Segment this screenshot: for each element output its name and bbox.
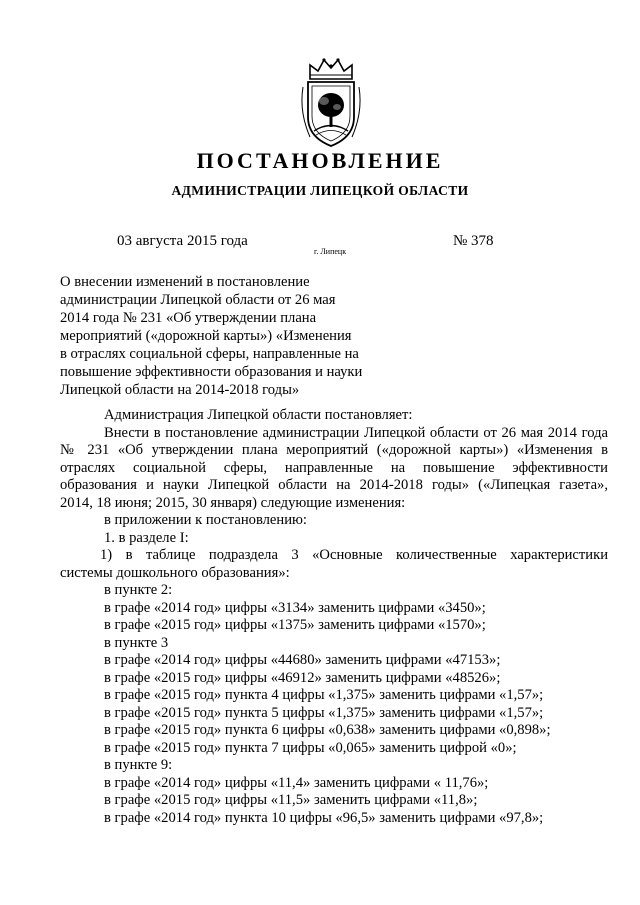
body-line: 1. в разделе I:	[104, 529, 189, 546]
body-line: в графе «2014 год» цифры «44680» заменить цифрами «47153»;	[104, 652, 501, 668]
body-line: в графе «2015 год» цифры «11,5» заменить цифрами «11,8»;	[104, 792, 478, 808]
body-line: в пункте 9:	[104, 757, 173, 773]
subject-line: 2014 года № 231 «Об утверждении плана	[60, 310, 317, 326]
body-line: 2014, 18 июня; 2015, 30 января) следующие изменения:	[60, 494, 406, 511]
body-line: отраслях социальной сферы, направленные на повышение эффективности	[60, 459, 608, 476]
document-city: г. Липецк	[314, 247, 347, 256]
document-body	[60, 407, 608, 827]
body-line: в графе «2015 год» цифры «46912» заменить цифрами «48526»;	[104, 669, 501, 686]
body-line: в графе «2015 год» цифры «1375» заменить цифрами «1570»;	[104, 617, 486, 633]
body-line: в графе «2015 год» пункта 5 цифры «1,375» заменить цифрами «1,57»;	[104, 704, 544, 721]
document-subtitle: АДМИНИСТРАЦИИ ЛИПЕЦКОЙ ОБЛАСТИ	[171, 183, 469, 198]
body-line: в графе «2014 год» цифры «11,4» заменить цифрами « 11,76»;	[104, 774, 489, 791]
body-line: в графе «2015 год» пункта 4 цифры «1,375» заменить цифрами «1,57»;	[104, 687, 544, 703]
body-line: в графе «2014 год» пункта 10 цифры «96,5» заменить цифрами «97,8»;	[104, 809, 544, 826]
body-line: в пункте 3	[104, 634, 169, 651]
body-line: системы дошкольного образования»:	[60, 564, 290, 581]
coat-of-arms-icon	[294, 57, 368, 149]
body-line: в пункте 2:	[104, 582, 173, 598]
document-subject	[60, 273, 390, 399]
document-number: № 378	[453, 233, 494, 249]
body-line: образования и науки Липецкой области на 2014-2018 годы» («Липецкая газета»,	[60, 477, 608, 493]
subject-line: в отраслях социальной сферы, направленные на	[60, 346, 359, 362]
body-line: Администрация Липецкой области постановляет:	[104, 407, 413, 423]
body-line: № 231 «Об утверждении плана мероприятий («дорожной карты») «Изменения в	[60, 442, 608, 458]
body-line: в графе «2015 год» пункта 6 цифры «0,638» заменить цифрами «0,898»;	[104, 722, 551, 738]
subject-line: Липецкой области на 2014-2018 годы»	[60, 382, 300, 398]
document-date: 03 августа 2015 года	[117, 233, 248, 249]
subject-line: мероприятий («дорожной карты») «Изменения	[60, 328, 352, 344]
body-line: 1) в таблице подраздела 3 «Основные количественные характеристики	[100, 547, 608, 563]
body-line: в приложении к постановлению:	[104, 512, 307, 528]
subject-line: О внесении изменений в постановление	[60, 274, 310, 290]
body-line: Внести в постановление администрации Липецкой области от 26 мая 2014 года	[104, 424, 608, 441]
document-title: ПОСТАНОВЛЕНИЕ	[196, 148, 444, 173]
body-line: в графе «2015 год» пункта 7 цифры «0,065» заменить цифрой «0»;	[104, 739, 517, 756]
body-line: в графе «2014 год» цифры «3134» заменить цифрами «3450»;	[104, 599, 486, 616]
subject-line: повышение эффективности образования и науки	[60, 364, 363, 380]
subject-line: администрации Липецкой области от 26 мая	[60, 292, 336, 308]
